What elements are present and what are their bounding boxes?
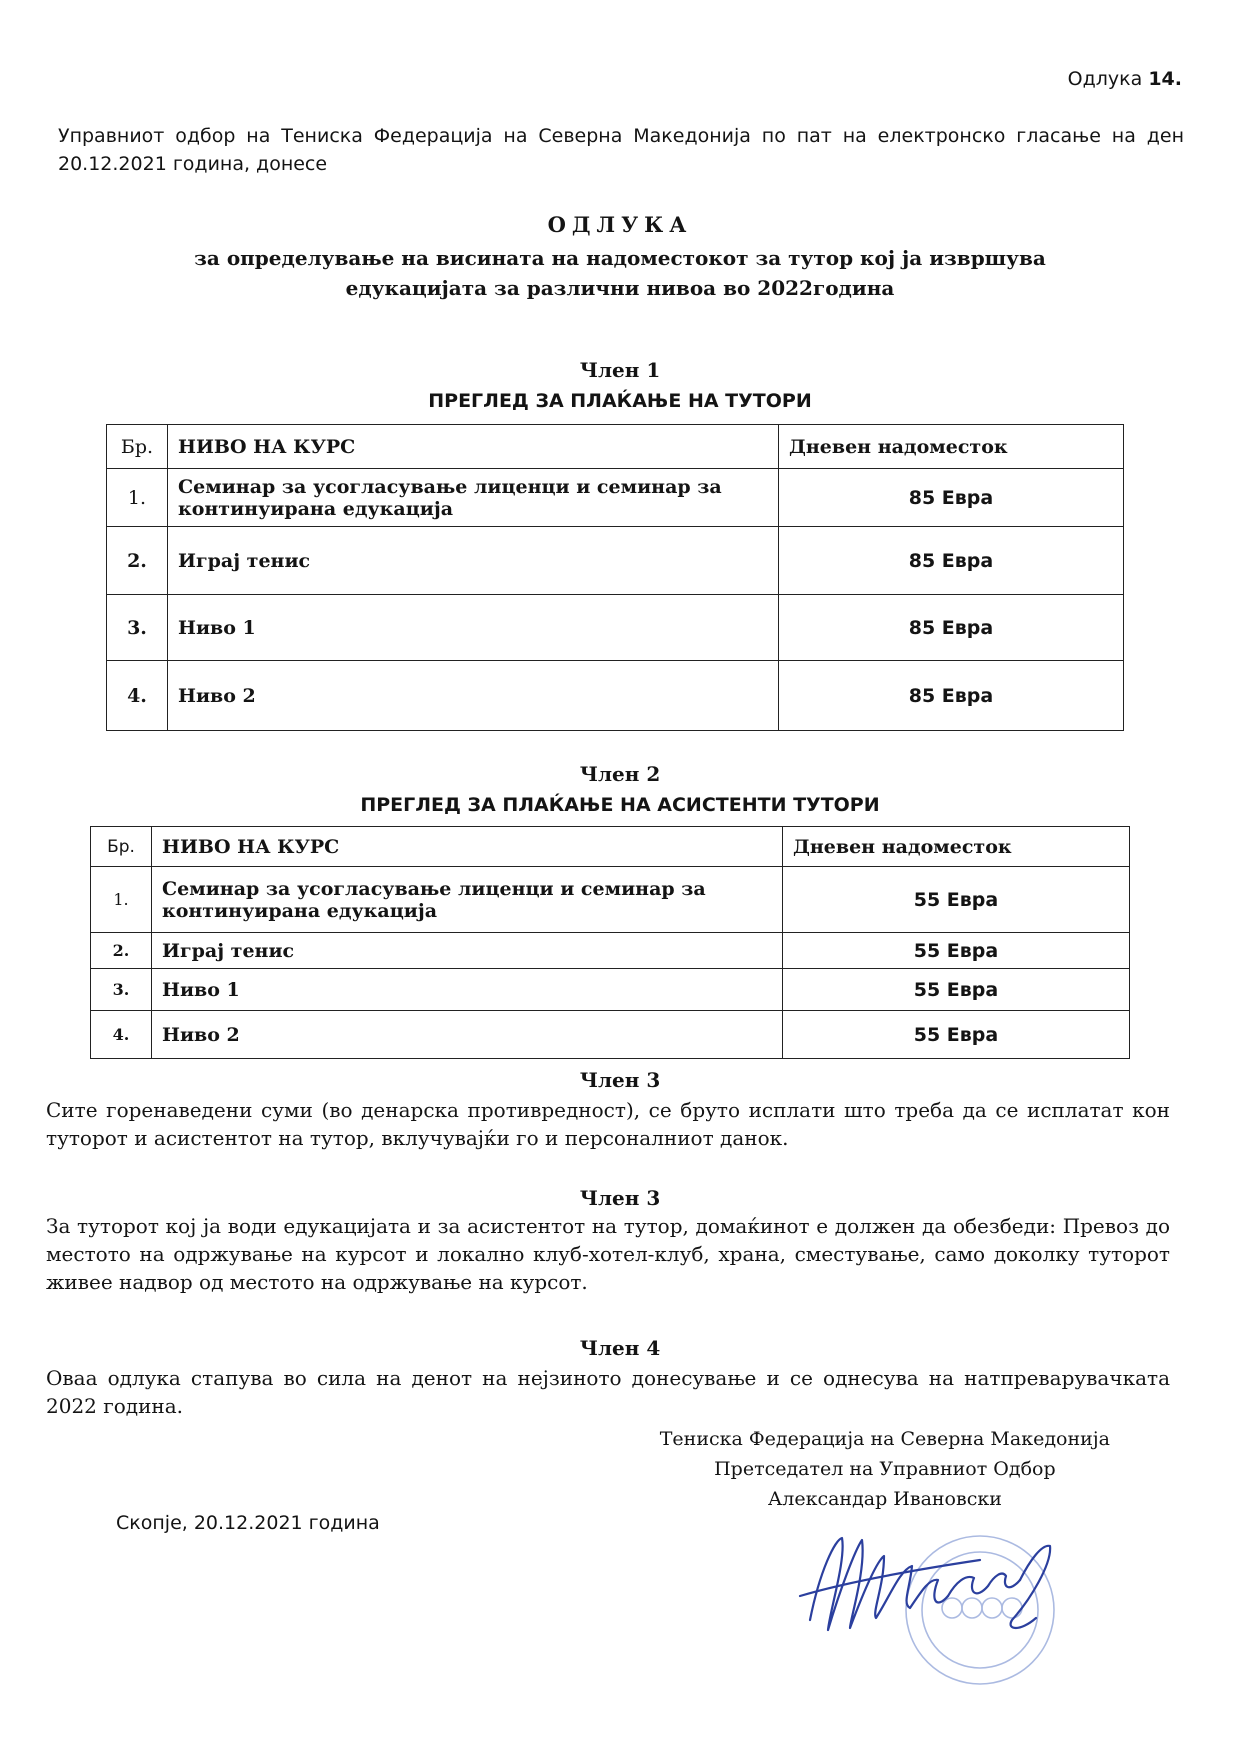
signatory-name: Александар Ивановски	[767, 1488, 1002, 1510]
row-level: Ниво 1	[168, 595, 779, 661]
row-level: Ниво 2	[168, 661, 779, 731]
table-row	[107, 527, 1124, 595]
column-header-amount: Дневен надоместок	[783, 827, 1130, 867]
column-header-no: Бр.	[107, 425, 168, 469]
row-number: 1.	[107, 469, 168, 527]
table-header-row	[91, 827, 1130, 867]
row-number: 3.	[91, 969, 152, 1011]
row-amount: 85 Евра	[779, 595, 1124, 661]
signatory-organization: Тениска Федерација на Северна Македонија	[659, 1428, 1110, 1450]
place-and-date: Скопје, 20.12.2021 година	[116, 1512, 380, 1534]
row-level: Ниво 1	[152, 969, 783, 1011]
row-amount: 85 Евра	[779, 469, 1124, 527]
row-amount: 85 Евра	[779, 661, 1124, 731]
row-number: 2.	[107, 527, 168, 595]
table-row	[107, 661, 1124, 731]
row-number: 2.	[91, 933, 152, 969]
handwritten-signature	[800, 1538, 1050, 1630]
assistant-tutor-payment-table	[90, 826, 1130, 1059]
signatory-role: Претседател на Управниот Одбор	[714, 1458, 1056, 1480]
article-4-label: Член 4	[579, 1336, 661, 1360]
article-3a-label: Член 3	[579, 1068, 661, 1092]
row-amount: 55 Евра	[783, 969, 1130, 1011]
row-number: 3.	[107, 595, 168, 661]
table-row	[107, 595, 1124, 661]
row-number: 4.	[91, 1011, 152, 1059]
intro-paragraph: Управниот одбор на Тениска Федерација на Северна Македонија по пат на електронско гласање на ден 20.12.2021 година, донесе	[58, 125, 1184, 175]
column-header-amount: Дневен надоместок	[779, 425, 1124, 469]
column-header-no: Бр.	[91, 827, 152, 867]
row-number: 1.	[91, 867, 152, 933]
row-amount: 55 Евра	[783, 867, 1130, 933]
row-amount: 55 Евра	[783, 933, 1130, 969]
table-row	[91, 933, 1130, 969]
row-level: Играј тенис	[168, 527, 779, 595]
article-3b-text: За туторот кој ја води едукацијата и за асистентот на тутор, домаќинот е должен да обезбеди: Превоз до местото на одржување на курсот и локално клуб-хотел-клуб, храна, сместување, само доколку туторот живее надвор од местото на одржување на курсот.	[46, 1214, 1170, 1294]
article-3b-label: Член 3	[579, 1186, 661, 1210]
article-3a-text: Сите горенаведени суми (во денарска противредност), се бруто исплати што треба да се исплатат кон туторот и асистентот на тутор, вклучувајќи го и персоналниот данок.	[46, 1098, 1170, 1150]
document-subtitle-line-1: за определување на висината на надоместокот за тутор кој ја извршува	[194, 246, 1046, 270]
article-1-table-title: ПРЕГЛЕД ЗА ПЛАЌАЊЕ НА ТУТОРИ	[428, 390, 812, 412]
table-row	[91, 867, 1130, 933]
row-level: Играј тенис	[152, 933, 783, 969]
table-row	[91, 969, 1130, 1011]
row-amount: 85 Евра	[779, 527, 1124, 595]
signature-and-stamp	[780, 1500, 1110, 1690]
article-4-text: Оваа одлука стапува во сила на денот на нејзиното донесување и се однесува на натпреварувачката 2022 година.	[46, 1366, 1170, 1418]
row-amount: 55 Евра	[783, 1011, 1130, 1059]
document-subtitle-line-2: едукацијата за различни нивоа во 2022година	[345, 276, 895, 300]
table-header-row	[107, 425, 1124, 469]
decision-number: Одлука 14.	[1067, 68, 1182, 90]
table-row	[91, 1011, 1130, 1059]
article-1-label: Член 1	[579, 358, 661, 382]
tutor-payment-table	[106, 424, 1124, 731]
row-level: Семинар за усогласување лиценци и семинар за континуирана едукација	[152, 867, 783, 933]
article-2-label: Член 2	[579, 762, 661, 786]
document-title: ОДЛУКА	[547, 212, 693, 237]
row-level: Семинар за усогласување лиценци и семинар за континуирана едукација	[168, 469, 779, 527]
row-number: 4.	[107, 661, 168, 731]
column-header-level: НИВО НА КУРС	[152, 827, 783, 867]
column-header-level: НИВО НА КУРС	[168, 425, 779, 469]
article-2-table-title: ПРЕГЛЕД ЗА ПЛАЌАЊЕ НА АСИСТЕНТИ ТУТОРИ	[360, 794, 880, 816]
table-row	[107, 469, 1124, 527]
row-level: Ниво 2	[152, 1011, 783, 1059]
